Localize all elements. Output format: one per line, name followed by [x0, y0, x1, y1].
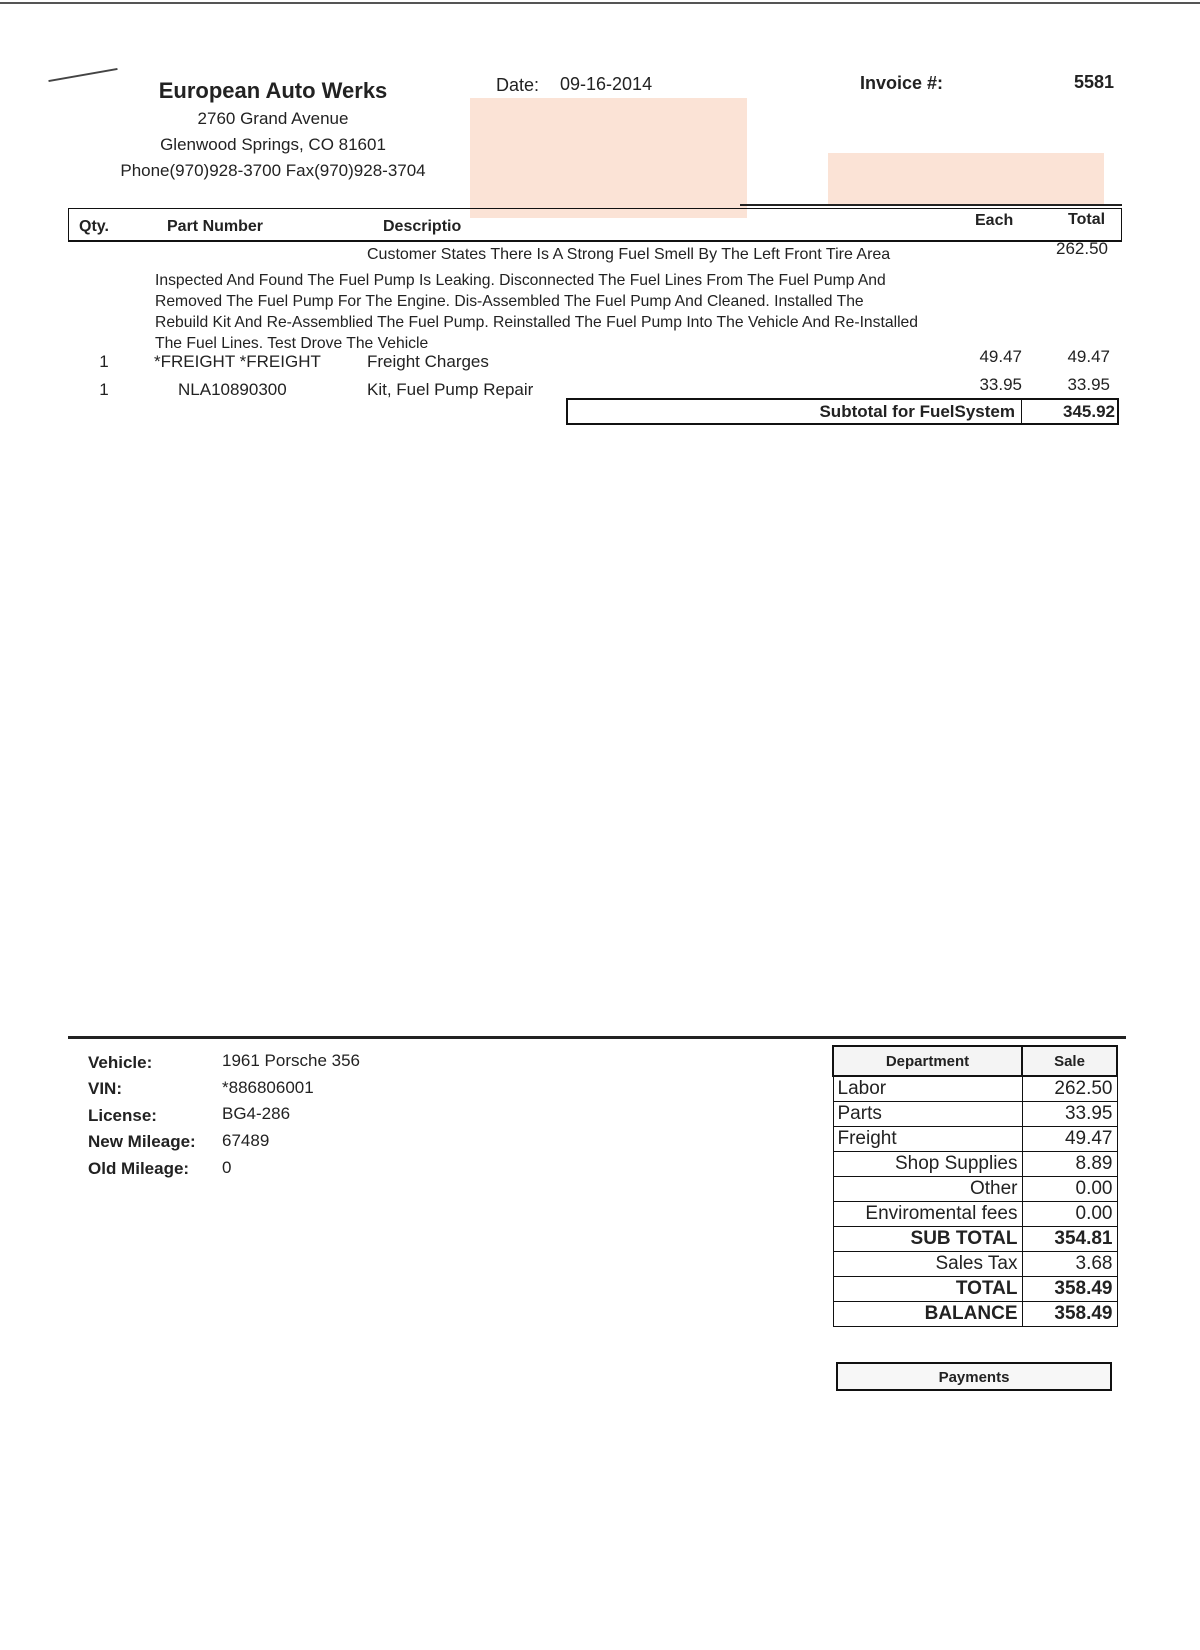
- sale-header: Sale: [1022, 1046, 1117, 1076]
- item-description: Kit, Fuel Pump Repair: [367, 380, 534, 399]
- work-line: Rebuild Kit And Re-Assemblied The Fuel Pump. Reinstalled The Fuel Pump Into The Vehicle And Re-Installed: [155, 314, 919, 331]
- item-total: 33.95: [1067, 375, 1110, 394]
- subtotal-value: 345.92: [1063, 402, 1115, 421]
- department-header: Department: [833, 1046, 1022, 1076]
- summary-row-subtotal: [833, 1227, 1117, 1252]
- license-value: BG4-286: [222, 1104, 291, 1123]
- item-qty: 1: [99, 352, 109, 371]
- summary-row-labor: [833, 1076, 1117, 1102]
- summary-label: Labor: [833, 1076, 1022, 1102]
- new-mileage-value: 67489: [222, 1131, 270, 1150]
- item-part-number: *FREIGHT *FREIGHT: [154, 352, 321, 371]
- summary-row-total: [833, 1277, 1117, 1302]
- item-description: Freight Charges: [367, 352, 489, 371]
- company-address: 2760 Grand Avenue: [197, 109, 349, 128]
- col-description: Descriptio: [383, 218, 462, 235]
- summary-label: TOTAL: [833, 1277, 1022, 1302]
- summary-label: Freight: [833, 1127, 1022, 1152]
- summary-label: Shop Supplies: [833, 1152, 1022, 1177]
- customer-complaint: Customer States There Is A Strong Fuel Smell By The Left Front Tire Area: [367, 246, 891, 263]
- summary-row-freight: [833, 1127, 1117, 1152]
- redacted-customer-address: [470, 98, 747, 218]
- summary-header-row: [833, 1046, 1117, 1076]
- payments-box: Payments: [836, 1362, 1112, 1391]
- vehicle-value: 1961 Porsche 356: [222, 1051, 360, 1070]
- col-qty: Qty.: [79, 218, 109, 235]
- summary-value: 0.00: [1022, 1202, 1117, 1227]
- invoice-number: 5581: [1074, 72, 1115, 92]
- summary-label: Other: [833, 1177, 1022, 1202]
- item-each: 33.95: [979, 375, 1022, 394]
- old-mileage-value: 0: [222, 1158, 232, 1177]
- item-part-number: NLA10890300: [178, 380, 287, 399]
- footer-divider: [68, 1036, 1126, 1039]
- summary-value: 8.89: [1022, 1152, 1117, 1177]
- summary-value: 262.50: [1022, 1076, 1117, 1102]
- company-name: European Auto Werks: [158, 78, 388, 103]
- work-line: The Fuel Lines. Test Drove The Vehicle: [155, 335, 429, 352]
- summary-label: Parts: [833, 1102, 1022, 1127]
- vehicle-label: Vehicle:: [88, 1053, 153, 1072]
- summary-row-parts: [833, 1102, 1117, 1127]
- subtotal-label: Subtotal for FuelSystem: [568, 400, 1022, 423]
- col-each: Each: [975, 212, 1014, 229]
- summary-value: 354.81: [1022, 1227, 1117, 1252]
- old-mileage-label: Old Mileage:: [88, 1159, 190, 1178]
- top-border-line: [0, 2, 1200, 4]
- vin-value: *886806001: [222, 1078, 314, 1097]
- redacted-customer-phone: [828, 153, 1104, 205]
- summary-row-shop-supplies: [833, 1152, 1117, 1177]
- summary-value: 49.47: [1022, 1127, 1117, 1152]
- department-summary-table: [832, 1045, 1118, 1327]
- summary-row-sales-tax: [833, 1252, 1117, 1277]
- item-each: 49.47: [979, 347, 1022, 366]
- summary-value: 3.68: [1022, 1252, 1117, 1277]
- summary-value: 358.49: [1022, 1302, 1117, 1327]
- date-value: 09-16-2014: [560, 74, 653, 94]
- summary-row-environmental-fees: [833, 1202, 1117, 1227]
- summary-value: 0.00: [1022, 1177, 1117, 1202]
- summary-label: BALANCE: [833, 1302, 1022, 1327]
- license-label: License:: [88, 1106, 157, 1125]
- item-qty: 1: [99, 380, 109, 399]
- header-right-rule: [740, 204, 1122, 206]
- date-label: Date:: [496, 75, 540, 95]
- work-description: [155, 270, 1035, 354]
- labor-total: 262.50: [1056, 239, 1108, 258]
- summary-label: Sales Tax: [833, 1252, 1022, 1277]
- col-part-number: Part Number: [167, 218, 264, 235]
- company-city: Glenwood Springs, CO 81601: [160, 135, 386, 154]
- new-mileage-label: New Mileage:: [88, 1132, 196, 1151]
- summary-value: 358.49: [1022, 1277, 1117, 1302]
- table-row: [0, 347, 1200, 376]
- vin-label: VIN:: [88, 1079, 122, 1098]
- invoice-label: Invoice #:: [860, 73, 944, 93]
- summary-row-balance: [833, 1302, 1117, 1327]
- summary-label: SUB TOTAL: [833, 1227, 1022, 1252]
- summary-value: 33.95: [1022, 1102, 1117, 1127]
- company-phone-fax: Phone(970)928-3700 Fax(970)928-3704: [120, 161, 426, 180]
- work-line: Removed The Fuel Pump For The Engine. Dis-Assembled The Fuel Pump And Cleaned. Installed The: [155, 293, 864, 310]
- summary-row-other: [833, 1177, 1117, 1202]
- col-total: Total: [1068, 211, 1106, 228]
- item-total: 49.47: [1067, 347, 1110, 366]
- summary-label: Enviromental fees: [833, 1202, 1022, 1227]
- work-line: Inspected And Found The Fuel Pump Is Leaking. Disconnected The Fuel Lines From The Fuel Pump And: [155, 272, 886, 289]
